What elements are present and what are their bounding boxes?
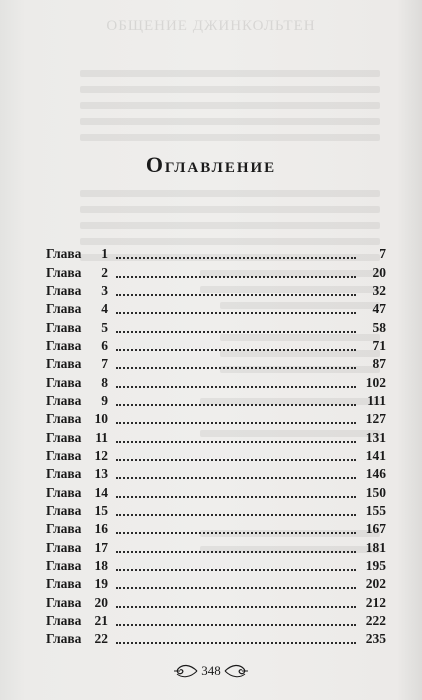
toc-entry (46, 282, 386, 300)
toc-entry (46, 502, 386, 520)
toc-leader-dots (116, 312, 356, 314)
toc-entry-page: 222 (365, 613, 386, 629)
toc-entry (46, 447, 386, 465)
toc-entry (46, 410, 386, 428)
toc-entry (46, 245, 386, 263)
toc-entry-page: 58 (372, 319, 386, 335)
toc-entry-label: Глава (46, 411, 82, 427)
toc-list (46, 245, 386, 649)
toc-leader-dots (116, 441, 356, 443)
toc-entry-number: 21 (94, 613, 108, 629)
bleed-through-header: ОБЩЕНИЕ ДЖИНКОЛЬТЕН (106, 18, 316, 34)
toc-entry (46, 575, 386, 593)
toc-entry-label: Глава (46, 502, 82, 518)
toc-entry (46, 630, 386, 648)
toc-entry-label: Глава (46, 539, 82, 555)
toc-entry-label: Глава (46, 282, 82, 298)
toc-entry (46, 337, 386, 355)
toc-entry (46, 355, 386, 373)
toc-entry-page: 127 (365, 411, 386, 427)
toc-entry-page: 102 (365, 374, 386, 390)
toc-entry (46, 318, 386, 336)
toc-entry-page: 150 (365, 484, 386, 500)
toc-entry-number: 10 (94, 411, 108, 427)
toc-entry-number: 9 (101, 392, 108, 408)
toc-entry-number: 22 (94, 631, 108, 647)
toc-entry-label: Глава (46, 631, 82, 647)
toc-entry (46, 557, 386, 575)
toc-entry-label: Глава (46, 301, 82, 317)
toc-leader-dots (116, 532, 356, 534)
toc-entry-page: 202 (365, 576, 386, 592)
toc-leader-dots (116, 257, 356, 259)
toc-entry (46, 483, 386, 501)
toc-entry-number: 7 (101, 356, 108, 372)
toc-entry-number: 16 (94, 521, 108, 537)
toc-leader-dots (116, 477, 356, 479)
toc-title: Оглавление (145, 152, 277, 177)
toc-entry (46, 300, 386, 318)
toc-entry-label: Глава (46, 558, 82, 574)
toc-entry-page: 131 (365, 429, 386, 445)
toc-entry-page: 235 (365, 631, 386, 647)
toc-leader-dots (116, 606, 356, 608)
toc-entry-label: Глава (46, 392, 82, 408)
page-footer (0, 661, 422, 686)
toc-entry (46, 594, 386, 612)
toc-entry-label: Глава (46, 447, 82, 463)
toc-leader-dots (116, 349, 356, 351)
toc-leader-dots (116, 276, 356, 278)
toc-entry (46, 465, 386, 483)
toc-entry-number: 13 (94, 466, 108, 482)
toc-entry-page: 87 (372, 356, 386, 372)
toc-entry-page: 111 (367, 392, 386, 408)
toc-entry (46, 373, 386, 391)
toc-entry-page: 47 (372, 301, 386, 317)
toc-entry-label: Глава (46, 484, 82, 500)
toc-entry-number: 14 (94, 484, 108, 500)
toc-entry-page: 212 (365, 594, 386, 610)
toc-entry-label: Глава (46, 246, 82, 262)
toc-entry (46, 392, 386, 410)
toc-entry-page: 181 (365, 539, 386, 555)
toc-entry-label: Глава (46, 319, 82, 335)
toc-entry-page: 32 (372, 282, 386, 298)
toc-leader-dots (116, 587, 356, 589)
toc-entry (46, 520, 386, 538)
toc-entry (46, 263, 386, 281)
toc-leader-dots (116, 367, 356, 369)
toc-leader-dots (116, 514, 356, 516)
toc-leader-dots (116, 294, 356, 296)
toc-leader-dots (116, 459, 356, 461)
toc-leader-dots (116, 551, 356, 553)
toc-entry-label: Глава (46, 429, 82, 445)
toc-entry-label: Глава (46, 466, 82, 482)
toc-entry (46, 612, 386, 630)
toc-entry-number: 4 (101, 301, 108, 317)
toc-entry-page: 155 (365, 502, 386, 518)
toc-entry-label: Глава (46, 264, 82, 280)
toc-leader-dots (116, 331, 356, 333)
toc-entry-label: Глава (46, 521, 82, 537)
toc-leader-dots (116, 569, 356, 571)
toc-entry-number: 20 (94, 594, 108, 610)
toc-entry-number: 17 (94, 539, 108, 555)
toc-entry (46, 428, 386, 446)
toc-entry-label: Глава (46, 576, 82, 592)
toc-entry-number: 18 (94, 558, 108, 574)
toc-entry (46, 539, 386, 557)
left-flourish-icon (172, 661, 198, 681)
toc-entry-label: Глава (46, 374, 82, 390)
toc-entry-number: 3 (101, 282, 108, 298)
toc-leader-dots (116, 642, 356, 644)
toc-entry-page: 195 (365, 558, 386, 574)
toc-entry-number: 2 (101, 264, 108, 280)
toc-leader-dots (116, 496, 356, 498)
toc-leader-dots (116, 386, 356, 388)
toc-entry-page: 146 (365, 466, 386, 482)
toc-leader-dots (116, 404, 356, 406)
right-flourish-icon (224, 661, 250, 681)
page-number: 348 (201, 663, 221, 678)
toc-leader-dots (116, 422, 356, 424)
toc-entry-number: 8 (101, 374, 108, 390)
toc-entry-number: 12 (94, 447, 108, 463)
toc-entry-number: 11 (95, 429, 108, 445)
toc-entry-number: 6 (101, 337, 108, 353)
toc-entry-label: Глава (46, 337, 82, 353)
toc-entry-page: 20 (372, 264, 386, 280)
toc-entry-page: 71 (372, 337, 386, 353)
toc-entry-label: Глава (46, 356, 82, 372)
toc-leader-dots (116, 624, 356, 626)
toc-entry-number: 15 (94, 502, 108, 518)
toc-entry-page: 167 (365, 521, 386, 537)
toc-entry-number: 5 (101, 319, 108, 335)
toc-entry-label: Глава (46, 613, 82, 629)
toc-entry-page: 141 (365, 447, 386, 463)
toc-entry-page: 7 (379, 246, 386, 262)
toc-entry-label: Глава (46, 594, 82, 610)
toc-entry-number: 19 (94, 576, 108, 592)
toc-entry-number: 1 (101, 246, 108, 262)
